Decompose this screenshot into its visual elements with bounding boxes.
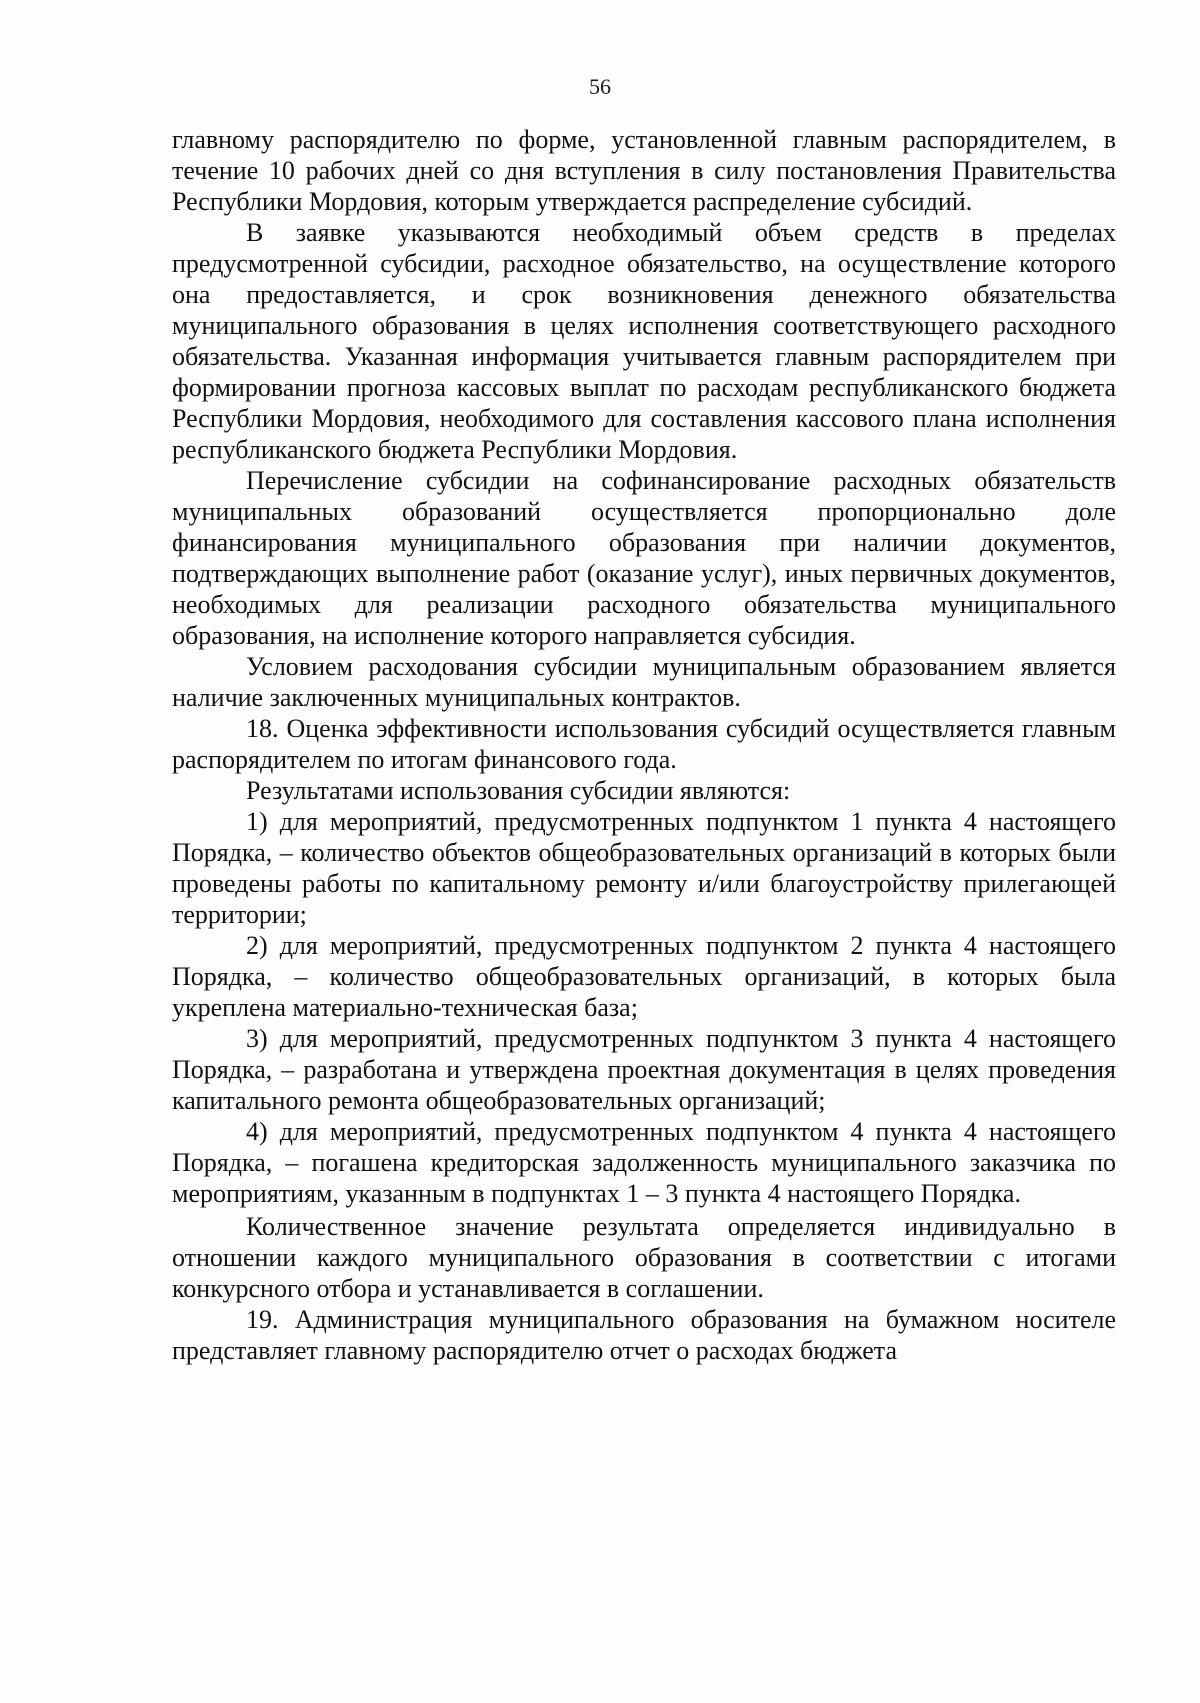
list-item-4: 4) для мероприятий, предусмотренных подпунктом 4 пункта 4 настоящего Порядка, – погашена кредиторская задолженность муниципального заказчика по мероприятиям, указанным в подпунктах 1 – 3 пункта 4 настоящего Порядка. [172, 1117, 1116, 1208]
paragraph-item-18: 18. Оценка эффективности использования субсидий осуществляется главным распорядителем по итогам финансового года. [172, 714, 1116, 774]
page-number: 56 [589, 74, 611, 99]
paragraph-application: В заявке указываются необходимый объем средств в пределах предусмотренной субсидии, расходное обязательство, на осуществление которого она предоставляется, и срок возникновения денежного обязательства муниципального образования в целях исполнения соответствующего расходного обязательства. Указанная информация учитывается главным распорядителем при формировании прогноза кассовых выплат по расходам республиканского бюджета Республики Мордовия, необходимого для составления кассового плана исполнения республиканского бюджета Республики Мордовия. [172, 218, 1116, 464]
paragraph-results-intro: Результатами использования субсидии являются: [246, 776, 791, 805]
paragraph-condition: Условием расходования субсидии муниципальным образованием является наличие заключенных муниципальных контрактов. [172, 652, 1116, 712]
list-item-2: 2) для мероприятий, предусмотренных подпунктом 2 пункта 4 настоящего Порядка, – количество общеобразовательных организаций, в которых была укреплена материально-техническая база; [172, 931, 1116, 1022]
list-item-1: 1) для мероприятий, предусмотренных подпунктом 1 пункта 4 настоящего Порядка, – количество объектов общеобразовательных организаций в которых были проведены работы по капитальному ремонту и/или благоустройству прилегающей территории; [172, 807, 1116, 929]
paragraph-continuation: главному распорядителю по форме, установленной главным распорядителем, в течение 10 рабочих дней со дня вступления в силу постановления Правительства Республики Мордовия, которым утверждается распределение субсидий. [172, 125, 1116, 216]
paragraph-transfer: Перечисление субсидии на софинансирование расходных обязательств муниципальных образований осуществляется пропорционально доле финансирования муниципального образования при наличии документов, подтверждающих выполнение работ (оказание услуг), иных первичных документов, необходимых для реализации расходного обязательства муниципального образования, на исполнение которого направляется субсидия. [172, 466, 1116, 650]
paragraph-item-19: 19. Администрация муниципального образования на бумажном носителе представляет главному распорядителю отчет о расходах бюджета [172, 1305, 1116, 1365]
list-item-3: 3) для мероприятий, предусмотренных подпунктом 3 пункта 4 настоящего Порядка, – разработана и утверждена проектная документация в целях проведения капитального ремонта общеобразовательных организаций; [172, 1024, 1116, 1115]
document-body [172, 124, 1116, 1366]
paragraph-quantity: Количественное значение результата определяется индивидуально в отношении каждого муниципального образования в соответствии с итогами конкурсного отбора и устанавливается в соглашении. [172, 1212, 1116, 1303]
